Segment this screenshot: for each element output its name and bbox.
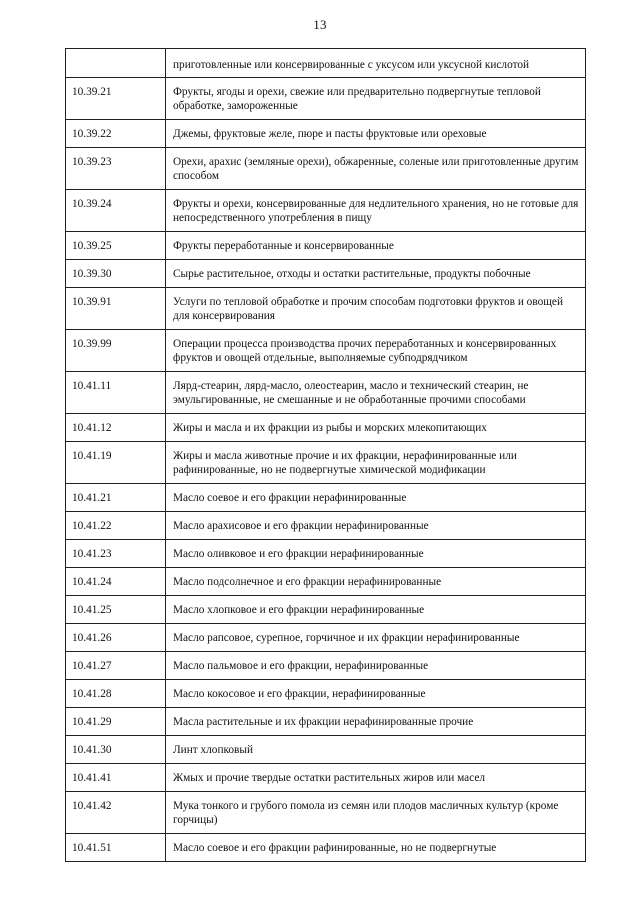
table-row	[66, 260, 586, 288]
table-row	[66, 680, 586, 708]
code-cell: 10.41.11	[66, 372, 166, 414]
table-row	[66, 372, 586, 414]
table-row	[66, 652, 586, 680]
table-row	[66, 232, 586, 260]
page-number: 13	[313, 17, 327, 32]
table-row	[66, 78, 586, 120]
description-cell: Масло арахисовое и его фракции нерафинированные	[166, 512, 586, 540]
code-cell: 10.41.51	[66, 834, 166, 862]
description-cell: Масло подсолнечное и его фракции нерафинированные	[166, 568, 586, 596]
description-cell: Масла растительные и их фракции нерафинированные прочие	[166, 708, 586, 736]
table-row	[66, 190, 586, 232]
code-cell: 10.41.23	[66, 540, 166, 568]
description-cell: Операции процесса производства прочих переработанных и консервированных фруктов и овощей отдельные, выполняемые субподрядчиком	[166, 330, 586, 372]
table-row	[66, 414, 586, 442]
description-cell: Орехи, арахис (земляные орехи), обжаренные, соленые или приготовленные другим способом	[166, 148, 586, 190]
code-cell: 10.41.27	[66, 652, 166, 680]
description-cell: приготовленные или консервированные с уксусом или уксусной кислотой	[166, 49, 586, 78]
description-cell: Масло хлопковое и его фракции нерафинированные	[166, 596, 586, 624]
table-row	[66, 330, 586, 372]
code-cell: 10.41.30	[66, 736, 166, 764]
code-cell: 10.39.25	[66, 232, 166, 260]
description-cell: Масло соевое и его фракции нерафинированные	[166, 484, 586, 512]
code-cell: 10.41.25	[66, 596, 166, 624]
table-row	[66, 120, 586, 148]
table-row	[66, 596, 586, 624]
description-cell: Фрукты, ягоды и орехи, свежие или предварительно подвергнутые тепловой обработке, замороженные	[166, 78, 586, 120]
description-cell: Жиры и масла животные прочие и их фракции, нерафинированные или рафинированные, но не подвергнутые химической модификации	[166, 442, 586, 484]
code-cell: 10.41.41	[66, 764, 166, 792]
description-cell: Мука тонкого и грубого помола из семян или плодов масличных культур (кроме горчицы)	[166, 792, 586, 834]
code-cell: 10.41.12	[66, 414, 166, 442]
code-cell	[66, 49, 166, 78]
code-cell: 10.39.21	[66, 78, 166, 120]
table-row	[66, 148, 586, 190]
description-cell: Масло соевое и его фракции рафинированные, но не подвергнутые	[166, 834, 586, 862]
code-cell: 10.39.23	[66, 148, 166, 190]
table-row	[66, 708, 586, 736]
code-cell: 10.41.29	[66, 708, 166, 736]
code-cell: 10.39.22	[66, 120, 166, 148]
table-row	[66, 484, 586, 512]
description-cell: Жиры и масла и их фракции из рыбы и морских млекопитающих	[166, 414, 586, 442]
table-row	[66, 834, 586, 862]
description-cell: Масло оливковое и его фракции нерафинированные	[166, 540, 586, 568]
code-cell: 10.41.21	[66, 484, 166, 512]
table-row	[66, 288, 586, 330]
code-cell: 10.39.30	[66, 260, 166, 288]
description-cell: Масло кокосовое и его фракции, нерафинированные	[166, 680, 586, 708]
code-cell: 10.41.24	[66, 568, 166, 596]
description-cell: Джемы, фруктовые желе, пюре и пасты фруктовые или ореховые	[166, 120, 586, 148]
code-cell: 10.39.24	[66, 190, 166, 232]
code-cell: 10.39.91	[66, 288, 166, 330]
code-cell: 10.41.42	[66, 792, 166, 834]
description-cell: Сырье растительное, отходы и остатки растительные, продукты побочные	[166, 260, 586, 288]
table-row	[66, 792, 586, 834]
table-row	[66, 736, 586, 764]
description-cell: Услуги по тепловой обработке и прочим способам подготовки фруктов и овощей для консервирования	[166, 288, 586, 330]
code-cell: 10.39.99	[66, 330, 166, 372]
table-row	[66, 512, 586, 540]
table-row	[66, 764, 586, 792]
description-cell: Жмых и прочие твердые остатки растительных жиров или масел	[166, 764, 586, 792]
table-row	[66, 49, 586, 78]
description-cell: Масло пальмовое и его фракции, нерафинированные	[166, 652, 586, 680]
classification-table	[65, 48, 586, 862]
table-row	[66, 442, 586, 484]
table-row	[66, 568, 586, 596]
description-cell: Фрукты переработанные и консервированные	[166, 232, 586, 260]
table-row	[66, 540, 586, 568]
description-cell: Масло рапсовое, сурепное, горчичное и их фракции нерафинированные	[166, 624, 586, 652]
description-cell: Лярд-стеарин, лярд-масло, олеостеарин, масло и технический стеарин, не эмульгированные, не смешанные и не обработанные прочими способами	[166, 372, 586, 414]
code-cell: 10.41.19	[66, 442, 166, 484]
code-cell: 10.41.28	[66, 680, 166, 708]
description-cell: Линт хлопковый	[166, 736, 586, 764]
code-cell: 10.41.22	[66, 512, 166, 540]
table-body	[66, 49, 586, 862]
table-row	[66, 624, 586, 652]
description-cell: Фрукты и орехи, консервированные для недлительного хранения, но не готовые для непосредственного употребления в пищу	[166, 190, 586, 232]
code-cell: 10.41.26	[66, 624, 166, 652]
